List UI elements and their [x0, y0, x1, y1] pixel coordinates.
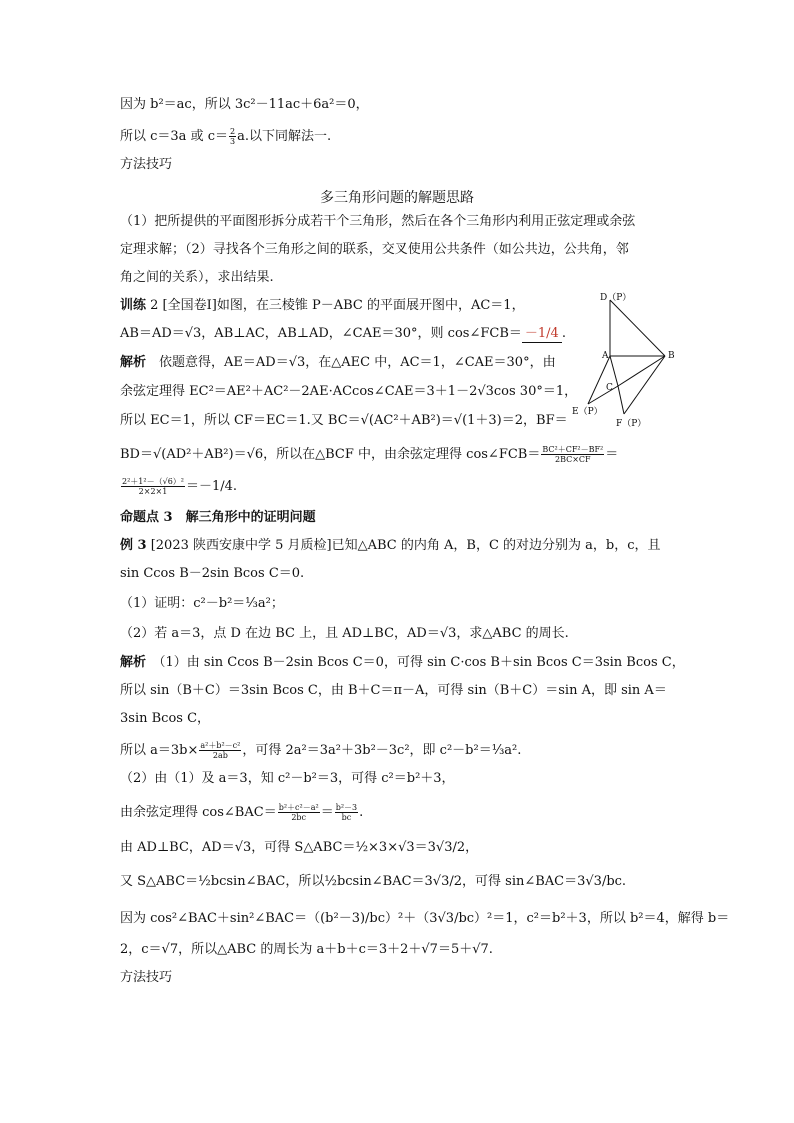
text: 由余弦定理得 cos∠BAC＝ [120, 805, 277, 820]
example-line-2: sin Ccos B－2sin Bcos C＝0. [120, 566, 305, 581]
numerator: BC²＋CF²－BF² [542, 445, 604, 454]
edge-BF [624, 356, 665, 414]
answer-line-8: 又 S△ABC＝½bcsin∠BAC，所以½bcsin∠BAC＝3√3/2，可得 sin∠BAC＝3√3/bc. [120, 874, 627, 889]
edge-DB [610, 300, 665, 356]
edge-AE [588, 356, 610, 404]
text: BD＝√(AD²＋AB²)＝√6，所以在△BCF 中，由余弦定理得 cos∠FCB＝ [120, 447, 541, 462]
fraction [121, 477, 185, 496]
method-tip-label: 方法技巧 [120, 157, 173, 172]
label-D: D（P） [600, 293, 632, 303]
denominator: 3 [229, 137, 236, 146]
label-B: B [668, 351, 675, 361]
numerator: b²＋c²－a² [278, 803, 319, 812]
exercise-label: 训练 [120, 298, 147, 313]
exercise-line-2: AB＝AD＝√3，AB⊥AC，AB⊥AD，∠CAE＝30°，则 cos∠FCB＝ －1/4 . [120, 326, 567, 341]
exercise-line-1 [120, 298, 525, 314]
text: ＝ [320, 805, 334, 820]
answer-line-3: 3sin Bcos C， [120, 711, 211, 726]
edge-AC [610, 356, 618, 386]
example-label: 例 3 [120, 538, 147, 553]
denominator: 2BC×CF [554, 455, 591, 464]
solution-label: 解析 [120, 655, 147, 670]
method-tip-label: 方法技巧 [120, 970, 173, 985]
pyramid-net-figure [560, 290, 690, 430]
text: [2023 陕西安康中学 5 月质检]已知△ABC 的内角 A，B，C 的对边分别为 a，b，c，且 [146, 538, 661, 553]
para-line-3: 角之间的关系），求出结果. [120, 270, 274, 285]
answer-line-7: 由 AD⊥BC，AD＝√3，可得 S△ABC＝½×3×√3＝3√3/2， [120, 840, 479, 855]
solution-line-3: 所以 EC＝1，所以 CF＝EC＝1.又 BC＝√(AC²＋AB²)＝√(1＋3)＝2，BF＝ [120, 413, 568, 428]
line-l2 [120, 127, 331, 146]
answer-line-6 [120, 803, 363, 822]
fraction [541, 445, 604, 464]
fraction [335, 803, 358, 822]
label-A: A [602, 351, 609, 361]
edge-BC [618, 356, 665, 386]
text: 所以 c＝3a 或 c＝ [120, 129, 228, 144]
answer-line-2: 所以 sin（B＋C）＝3sin Bcos C，由 B＋C＝π－A，可得 sin（B＋C）＝sin A，即 sin A＝ [120, 683, 667, 698]
example-line-3: （1）证明：c²－b²＝⅓a²； [120, 596, 284, 611]
answer-line-10: 2，c＝√7，所以△ABC 的周长为 a＋b＋c＝3＋2＋√7＝5＋√7. [120, 942, 493, 957]
text: ＝－1/4. [186, 479, 238, 494]
example-line-1 [120, 538, 661, 554]
answer-line-4 [120, 741, 521, 760]
numerator: b²－3 [335, 803, 358, 812]
para-line-1: （1）把所提供的平面图形拆分成若干个三角形，然后在各个三角形内利用正弦定理或余弦 [120, 214, 636, 229]
numerator: a²＋b²－c² [200, 741, 241, 750]
text: ＝ [605, 447, 619, 462]
text: 2 [全国卷Ⅰ]如图，在三棱锥 P－ABC 的平面展开图中，AC＝1， [146, 298, 525, 313]
label-F: F（P） [616, 419, 647, 429]
numerator: 2²＋1²－（√6）² [122, 477, 184, 486]
fraction [278, 803, 320, 822]
line-l1: 因为 b²＝ac，所以 3c²－11ac＋6a²＝0， [120, 97, 369, 112]
numerator: 2 [229, 127, 236, 136]
text: 依题意得，AE＝AD＝√3，在△AEC 中，AC＝1，∠CAE＝30°，由 [146, 355, 556, 370]
fraction [229, 127, 236, 146]
example-line-4: （2）若 a＝3，点 D 在边 BC 上，且 AD⊥BC，AD＝√3，求△ABC 的周长. [120, 626, 569, 641]
solution-line-4 [120, 445, 618, 464]
denominator: 2×2×1 [138, 487, 168, 496]
heading-prop-3: 命题点 3 解三角形中的证明问题 [120, 510, 316, 525]
text: AB＝AD＝√3，AB⊥AC，AB⊥AD，∠CAE＝30°，则 cos∠FCB＝ [120, 326, 522, 341]
solution-label: 解析 [120, 355, 147, 370]
answer-blank: －1/4 [522, 326, 562, 343]
fraction [199, 741, 241, 760]
denominator: 2ab [212, 751, 228, 760]
solution-line-2: 余弦定理得 EC²＝AE²＋AC²－2AE·ACcos∠CAE＝3＋1－2√3cos 30°＝1， [120, 384, 578, 399]
text: （1）由 sin Ccos B－2sin Bcos C＝0，可得 sin C·cos B＋sin Bcos C＝3sin Bcos C， [146, 655, 685, 670]
denominator: 2bc [291, 813, 307, 822]
text: ，可得 2a²＝3a²＋3b²－3c²，即 c²－b²＝⅓a². [242, 743, 522, 758]
section-title: 多三角形问题的解题思路 [320, 190, 474, 206]
answer-line-9: 因为 cos²∠BAC＋sin²∠BAC＝（(b²－3)/bc）²＋（3√3/bc）²＝1，c²＝b²＋3，所以 b²＝4，解得 b＝ [120, 911, 730, 926]
denominator: bc [341, 813, 352, 822]
label-E: E（P） [572, 407, 603, 417]
solution-line-1 [120, 355, 556, 371]
text: . [359, 805, 364, 820]
solution-line-5 [120, 477, 237, 496]
answer-line-1 [120, 655, 685, 671]
label-C: C [606, 383, 613, 393]
text: 所以 a＝3b× [120, 743, 199, 758]
edge-CF [618, 386, 624, 414]
answer-line-5: （2）由（1）及 a＝3，知 c²－b²＝3，可得 c²＝b²＋3， [120, 771, 455, 786]
para-line-2: 定理求解；（2）寻找各个三角形之间的联系，交叉使用公共条件（如公共边，公共角，邻 [120, 242, 629, 257]
text: a.以下同解法一. [237, 129, 332, 144]
